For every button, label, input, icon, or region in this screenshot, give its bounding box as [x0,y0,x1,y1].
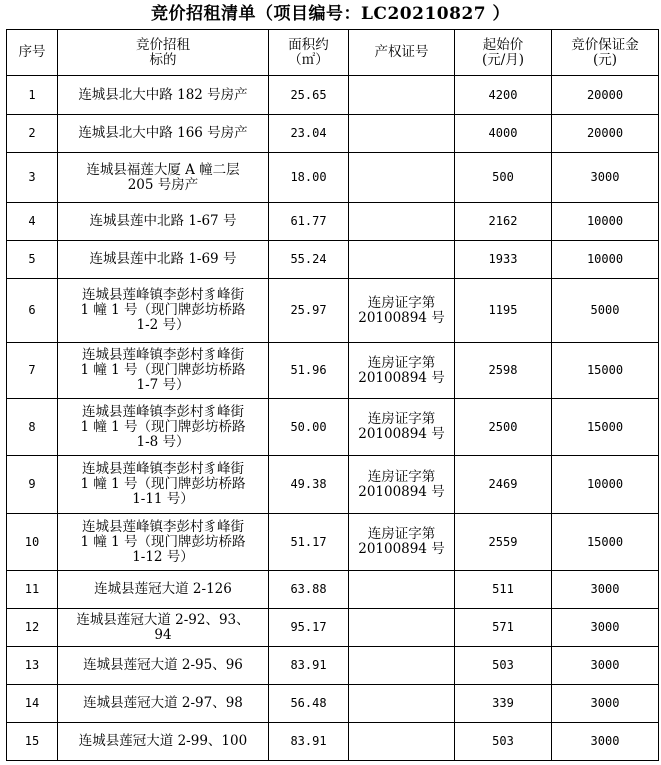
cell-deposit: 15000 [552,399,659,456]
cell-price: 339 [455,685,552,723]
cell-cert [349,647,455,685]
cell-deposit: 3000 [552,647,659,685]
cell-name: 连城县北大中路 166 号房产 [58,115,269,153]
cell-price: 2469 [455,456,552,514]
header-deposit: 竞价保证金 (元) [552,30,659,76]
cell-cert [349,115,455,153]
cell-seq: 14 [7,685,58,723]
cell-area: 50.00 [269,399,349,456]
cell-name: 连城县莲中北路 1-69 号 [58,241,269,279]
cell-deposit: 10000 [552,456,659,514]
cell-area: 49.38 [269,456,349,514]
cell-deposit: 15000 [552,514,659,571]
table-row [7,456,659,514]
cell-price: 1933 [455,241,552,279]
table-row [7,399,659,456]
cell-area: 63.88 [269,571,349,609]
cell-deposit: 20000 [552,115,659,153]
header-seq: 序号 [7,30,58,76]
cell-area: 18.00 [269,153,349,203]
cell-area: 51.96 [269,343,349,399]
cell-cert [349,76,455,115]
cell-price: 1195 [455,279,552,343]
cell-deposit: 3000 [552,153,659,203]
cell-seq: 15 [7,723,58,761]
cell-seq: 2 [7,115,58,153]
cell-deposit: 3000 [552,723,659,761]
cell-name: 连城县莲冠大道 2-126 [58,571,269,609]
cell-cert [349,203,455,241]
cell-deposit: 5000 [552,279,659,343]
cell-area: 83.91 [269,647,349,685]
cell-price: 503 [455,723,552,761]
cell-deposit: 15000 [552,343,659,399]
cell-price: 4200 [455,76,552,115]
table-row [7,571,659,609]
cell-cert [349,723,455,761]
cell-area: 83.91 [269,723,349,761]
cell-cert [349,571,455,609]
cell-seq: 9 [7,456,58,514]
cell-seq: 5 [7,241,58,279]
cell-cert: 连房证字第 20100894 号 [349,343,455,399]
cell-cert [349,153,455,203]
table-row [7,76,659,115]
cell-price: 500 [455,153,552,203]
cell-name: 连城县福莲大厦 A 幢二层 205 号房产 [58,153,269,203]
table-row [7,115,659,153]
table-row [7,609,659,647]
cell-price: 503 [455,647,552,685]
table-row [7,343,659,399]
cell-name: 连城县莲峰镇李彭村豸峰街 1 幢 1 号（现门牌彭坊桥路 1-11 号） [58,456,269,514]
cell-name: 连城县莲冠大道 2-97、98 [58,685,269,723]
cell-name: 连城县莲冠大道 2-99、100 [58,723,269,761]
cell-seq: 1 [7,76,58,115]
cell-area: 25.65 [269,76,349,115]
cell-cert: 连房证字第 20100894 号 [349,456,455,514]
table-row [7,153,659,203]
cell-cert [349,609,455,647]
cell-price: 2559 [455,514,552,571]
table-row [7,241,659,279]
cell-area: 95.17 [269,609,349,647]
header-cert: 产权证号 [349,30,455,76]
cell-seq: 8 [7,399,58,456]
cell-area: 56.48 [269,685,349,723]
cell-cert: 连房证字第 20100894 号 [349,399,455,456]
cell-area: 61.77 [269,203,349,241]
cell-deposit: 3000 [552,685,659,723]
table-row [7,203,659,241]
header-name: 竞价招租 标的 [58,30,269,76]
cell-seq: 12 [7,609,58,647]
cell-seq: 10 [7,514,58,571]
cell-price: 511 [455,571,552,609]
header-price: 起始价 (元/月) [455,30,552,76]
header-area: 面积约 （㎡） [269,30,349,76]
table-body [7,76,659,761]
cell-area: 23.04 [269,115,349,153]
cell-price: 2162 [455,203,552,241]
cell-area: 51.17 [269,514,349,571]
table-row [7,723,659,761]
cell-deposit: 3000 [552,571,659,609]
cell-seq: 11 [7,571,58,609]
cell-cert [349,685,455,723]
cell-area: 55.24 [269,241,349,279]
cell-name: 连城县莲峰镇李彭村豸峰街 1 幢 1 号（现门牌彭坊桥路 1-7 号） [58,343,269,399]
cell-seq: 6 [7,279,58,343]
cell-seq: 4 [7,203,58,241]
cell-deposit: 20000 [552,76,659,115]
cell-deposit: 3000 [552,609,659,647]
cell-name: 连城县北大中路 182 号房产 [58,76,269,115]
cell-price: 571 [455,609,552,647]
table-row [7,514,659,571]
cell-name: 连城县莲中北路 1-67 号 [58,203,269,241]
cell-cert: 连房证字第 20100894 号 [349,279,455,343]
table-row [7,685,659,723]
cell-name: 连城县莲峰镇李彭村豸峰街 1 幢 1 号（现门牌彭坊桥路 1-2 号） [58,279,269,343]
bidding-listing-table [6,29,659,761]
cell-price: 4000 [455,115,552,153]
cell-deposit: 10000 [552,241,659,279]
cell-name: 连城县莲峰镇李彭村豸峰街 1 幢 1 号（现门牌彭坊桥路 1-8 号） [58,399,269,456]
cell-cert [349,241,455,279]
cell-price: 2598 [455,343,552,399]
cell-seq: 3 [7,153,58,203]
document-title: 竞价招租清单（项目编号：LC20210827 ） [150,4,511,24]
header-row [7,30,659,76]
cell-deposit: 10000 [552,203,659,241]
cell-name: 连城县莲冠大道 2-95、96 [58,647,269,685]
cell-seq: 13 [7,647,58,685]
cell-cert: 连房证字第 20100894 号 [349,514,455,571]
cell-name: 连城县莲峰镇李彭村豸峰街 1 幢 1 号（现门牌彭坊桥路 1-12 号） [58,514,269,571]
table-row [7,279,659,343]
cell-seq: 7 [7,343,58,399]
table-row [7,647,659,685]
cell-name: 连城县莲冠大道 2-92、93、 94 [58,609,269,647]
cell-area: 25.97 [269,279,349,343]
cell-price: 2500 [455,399,552,456]
